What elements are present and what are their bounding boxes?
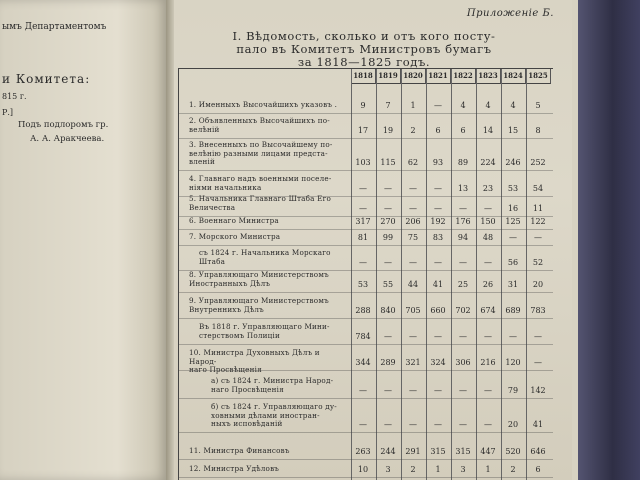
- row-rule: [179, 477, 553, 478]
- table-cell: 270: [380, 217, 396, 226]
- left-line: Подъ подлоромъ гр.: [18, 120, 109, 130]
- table-cell: 306: [455, 357, 471, 367]
- table-cell: 1: [410, 101, 416, 110]
- row-label: [199, 249, 341, 266]
- table-cell: —: [459, 385, 467, 395]
- table-cell: 1: [485, 465, 491, 474]
- row-rule: [179, 398, 553, 399]
- row-label-line: 8. Управляющаго Министерствомъ: [189, 270, 329, 279]
- table-cell: 244: [380, 447, 396, 456]
- table-cell: 142: [530, 385, 546, 395]
- table-cell: 447: [480, 447, 496, 456]
- table-cell: 53: [357, 279, 369, 289]
- book-cover: [572, 0, 640, 480]
- table-cell: 41: [432, 279, 444, 289]
- table-cell: 252: [530, 158, 546, 168]
- table-cell: 4: [510, 101, 516, 110]
- table-cell: —: [434, 257, 442, 267]
- row-rule: [179, 113, 553, 114]
- row-rule: [179, 292, 553, 293]
- table-cell: —: [409, 257, 417, 267]
- right-page: [174, 0, 572, 480]
- table-cell: 206: [405, 217, 421, 226]
- table-cell: 291: [405, 447, 421, 456]
- left-line: и Комитета:: [2, 72, 91, 86]
- table-cell: —: [459, 257, 467, 267]
- table-cell: —: [484, 385, 492, 395]
- table-cell: —: [459, 420, 467, 430]
- table-cell: 115: [380, 158, 396, 168]
- table-cell: 120: [505, 357, 521, 367]
- table-cell: 1: [435, 465, 441, 474]
- table-cell: —: [384, 257, 392, 267]
- table-cell: 3: [460, 465, 466, 474]
- table-cell: 13: [457, 183, 469, 193]
- row-rule: [179, 138, 553, 139]
- row-label-line: 5. Начальника Главнаго Штаба Его: [189, 194, 332, 203]
- table-cell: 19: [382, 125, 394, 135]
- table-cell: 6: [460, 125, 466, 135]
- table-cell: —: [409, 420, 417, 430]
- row-label-line: велѣнію разными лицами предста-: [189, 148, 328, 158]
- table-cell: 20: [507, 420, 519, 430]
- row-rule: [179, 344, 553, 345]
- row-label-line: Штаба: [199, 256, 226, 266]
- table-cell: —: [409, 331, 417, 341]
- table-cell: 2: [410, 125, 416, 135]
- row-label-line: 11. Министра Финансовъ: [189, 446, 290, 455]
- row-rule: [179, 229, 553, 230]
- table-title: [184, 30, 544, 69]
- row-label: [211, 377, 341, 394]
- table-cell: 689: [505, 305, 521, 315]
- table-cell: 26: [482, 279, 494, 289]
- table-cell: 122: [530, 217, 546, 226]
- table-cell: —: [434, 101, 442, 110]
- table-cell: —: [434, 385, 442, 395]
- table-cell: 31: [507, 279, 519, 289]
- row-label-line: 10. Министра Духовныхъ Дѣлъ и Народ-: [189, 348, 320, 366]
- year-header: 1820: [401, 69, 426, 84]
- table-cell: —: [409, 385, 417, 395]
- row-label-line: ніями начальника: [189, 182, 262, 192]
- row-label-line: 7. Морского Министра: [189, 232, 281, 241]
- table-cell: 6: [535, 465, 541, 474]
- table-cell: 62: [407, 158, 419, 168]
- row-label: [189, 271, 341, 288]
- table-cell: 89: [457, 158, 469, 168]
- row-label-line: 4. Главнаго надъ военными поселе-: [189, 174, 332, 183]
- table-cell: 3: [385, 465, 391, 474]
- table-cell: —: [384, 203, 392, 213]
- left-line: Р.]: [2, 108, 14, 117]
- table-cell: 702: [455, 305, 471, 315]
- table-cell: 16: [507, 203, 519, 213]
- table-cell: 56: [507, 257, 519, 267]
- row-label-line: 6. Военнаго Министра: [189, 216, 279, 225]
- table-cell: —: [409, 203, 417, 213]
- year-header: 1821: [426, 69, 451, 84]
- table-cell: —: [459, 203, 467, 213]
- table-cell: —: [484, 331, 492, 341]
- left-line: ымъ Департаментомъ: [2, 22, 107, 32]
- table-cell: 674: [480, 305, 496, 315]
- table-cell: 2: [410, 465, 416, 474]
- table-cell: 315: [430, 447, 446, 456]
- table-cell: 324: [430, 357, 446, 367]
- row-label: [189, 297, 341, 314]
- table-cell: 4: [460, 101, 466, 110]
- table-cell: 54: [532, 183, 544, 193]
- table-cell: 41: [532, 420, 544, 430]
- table-cell: 321: [405, 357, 421, 367]
- row-label-line: наго Просвѣщенія: [189, 365, 262, 375]
- table-cell: 840: [380, 305, 396, 315]
- table-cell: 11: [532, 203, 544, 213]
- table-cell: 288: [355, 305, 371, 315]
- row-label-line: а) съ 1824 г. Министра Народ-: [211, 376, 334, 385]
- row-label-line: велѣній: [189, 124, 220, 134]
- row-label-line: съ 1824 г. Начальника Морскаго: [199, 248, 331, 257]
- table-cell: 25: [457, 279, 469, 289]
- table-cell: 705: [405, 305, 421, 315]
- table-cell: 7: [385, 101, 391, 110]
- table-cell: 646: [530, 447, 546, 456]
- data-table: [178, 68, 553, 480]
- table-cell: 520: [505, 447, 521, 456]
- row-label-line: Внутреннихъ Дѣлъ: [189, 304, 264, 314]
- table-cell: 784: [355, 331, 371, 341]
- row-label-line: ныхъ исповѣданій: [211, 419, 283, 429]
- appendix-label: Приложеніе Б.: [466, 8, 554, 19]
- table-cell: 150: [480, 217, 496, 226]
- table-cell: —: [359, 420, 367, 430]
- table-cell: 81: [357, 233, 369, 242]
- row-label-line: ховными дѣлами иностран-: [211, 410, 320, 420]
- table-cell: —: [484, 257, 492, 267]
- row-label: [189, 141, 341, 167]
- left-page: [0, 0, 168, 480]
- table-cell: 103: [355, 158, 371, 168]
- table-cell: —: [534, 233, 542, 242]
- table-cell: —: [434, 183, 442, 193]
- year-header: 1818: [351, 69, 376, 84]
- table-cell: 23: [482, 183, 494, 193]
- table-cell: —: [509, 233, 517, 242]
- table-cell: —: [359, 385, 367, 395]
- table-cell: 93: [432, 158, 444, 168]
- year-header: 1825: [526, 69, 551, 84]
- table-cell: —: [384, 420, 392, 430]
- table-cell: —: [459, 331, 467, 341]
- table-cell: —: [509, 331, 517, 341]
- row-label-line: 12. Министра Удѣловъ: [189, 464, 280, 473]
- table-cell: 5: [535, 101, 541, 110]
- table-cell: 83: [432, 233, 444, 242]
- row-label: [189, 465, 341, 474]
- table-cell: 48: [482, 233, 494, 242]
- row-label: [189, 233, 341, 242]
- title-line: I. Вѣдомость, сколько и отъ кого посту-: [232, 29, 496, 43]
- left-line: 815 г.: [2, 92, 27, 101]
- table-cell: —: [484, 203, 492, 213]
- table-cell: 216: [480, 357, 496, 367]
- table-cell: —: [434, 203, 442, 213]
- table-cell: 53: [507, 183, 519, 193]
- table-cell: 263: [355, 447, 371, 456]
- row-label-line: стерствомъ Полиціи: [199, 330, 280, 340]
- year-header: 1824: [501, 69, 526, 84]
- row-label: [211, 403, 341, 429]
- row-label: [199, 323, 341, 340]
- row-label-line: 2. Объявленныхъ Высочайшихъ по-: [189, 116, 330, 125]
- table-cell: —: [409, 183, 417, 193]
- table-cell: 20: [532, 279, 544, 289]
- row-rule: [179, 459, 553, 460]
- table-cell: 6: [435, 125, 441, 135]
- table-cell: —: [384, 385, 392, 395]
- table-cell: 317: [355, 217, 371, 226]
- table-cell: 246: [505, 158, 521, 168]
- row-label-line: Иностранныхъ Дѣлъ: [189, 278, 271, 288]
- row-label: [189, 195, 341, 212]
- row-label-line: 3. Внесенныхъ по Высочайшему по-: [189, 140, 333, 149]
- table-cell: 99: [382, 233, 394, 242]
- row-label-line: вленій: [189, 157, 215, 167]
- table-cell: —: [359, 257, 367, 267]
- table-cell: 10: [357, 465, 369, 474]
- year-header: 1822: [451, 69, 476, 84]
- year-header: 1819: [376, 69, 401, 84]
- title-line: за 1818—1825 годъ.: [297, 55, 431, 69]
- table-cell: 75: [407, 233, 419, 242]
- row-rule: [179, 245, 553, 246]
- table-cell: 289: [380, 357, 396, 367]
- table-cell: —: [359, 183, 367, 193]
- table-cell: 315: [455, 447, 471, 456]
- table-cell: 52: [532, 257, 544, 267]
- table-cell: 4: [485, 101, 491, 110]
- table-cell: 55: [382, 279, 394, 289]
- table-cell: 79: [507, 385, 519, 395]
- row-label-line: б) съ 1824 г. Управляющаго ду-: [211, 402, 337, 411]
- row-rule: [179, 370, 553, 371]
- table-cell: 8: [535, 125, 541, 135]
- table-cell: 17: [357, 125, 369, 135]
- row-label-line: Величества: [189, 202, 236, 212]
- row-label: [189, 117, 341, 134]
- year-header: 1823: [476, 69, 501, 84]
- table-cell: 14: [482, 125, 494, 135]
- table-cell: —: [434, 331, 442, 341]
- row-label: [189, 447, 341, 456]
- row-rule: [179, 318, 553, 319]
- row-label: [189, 101, 341, 110]
- table-cell: 344: [355, 357, 371, 367]
- table-cell: 660: [430, 305, 446, 315]
- table-cell: 15: [507, 125, 519, 135]
- table-cell: 176: [455, 217, 471, 226]
- row-label: [189, 217, 341, 226]
- table-cell: 9: [360, 101, 366, 110]
- table-cell: —: [534, 357, 542, 367]
- row-rule: [179, 432, 553, 433]
- row-label-line: 9. Управляющаго Министерствомъ: [189, 296, 329, 305]
- row-label: [189, 349, 341, 375]
- table-cell: 44: [407, 279, 419, 289]
- left-line: А. А. Аракчеева.: [30, 134, 105, 144]
- title-line: пало въ Комитетъ Министровъ бумагъ: [236, 42, 492, 56]
- row-label-line: Въ 1818 г. Управляющаго Мини-: [199, 322, 330, 331]
- table-cell: 2: [510, 465, 516, 474]
- table-cell: —: [384, 183, 392, 193]
- table-cell: 783: [530, 305, 546, 315]
- table-cell: —: [484, 420, 492, 430]
- table-cell: 192: [430, 217, 446, 226]
- table-cell: —: [359, 203, 367, 213]
- table-cell: —: [384, 331, 392, 341]
- row-label: [189, 175, 341, 192]
- table-cell: 224: [480, 158, 496, 168]
- row-rule: [179, 170, 553, 171]
- table-cell: —: [434, 420, 442, 430]
- table-cell: 94: [457, 233, 469, 242]
- table-cell: 125: [505, 217, 521, 226]
- row-label-line: 1. Именныхъ Высочайшихъ указовъ .: [189, 100, 338, 109]
- table-cell: —: [534, 331, 542, 341]
- row-label-line: наго Просвѣщенія: [211, 384, 284, 394]
